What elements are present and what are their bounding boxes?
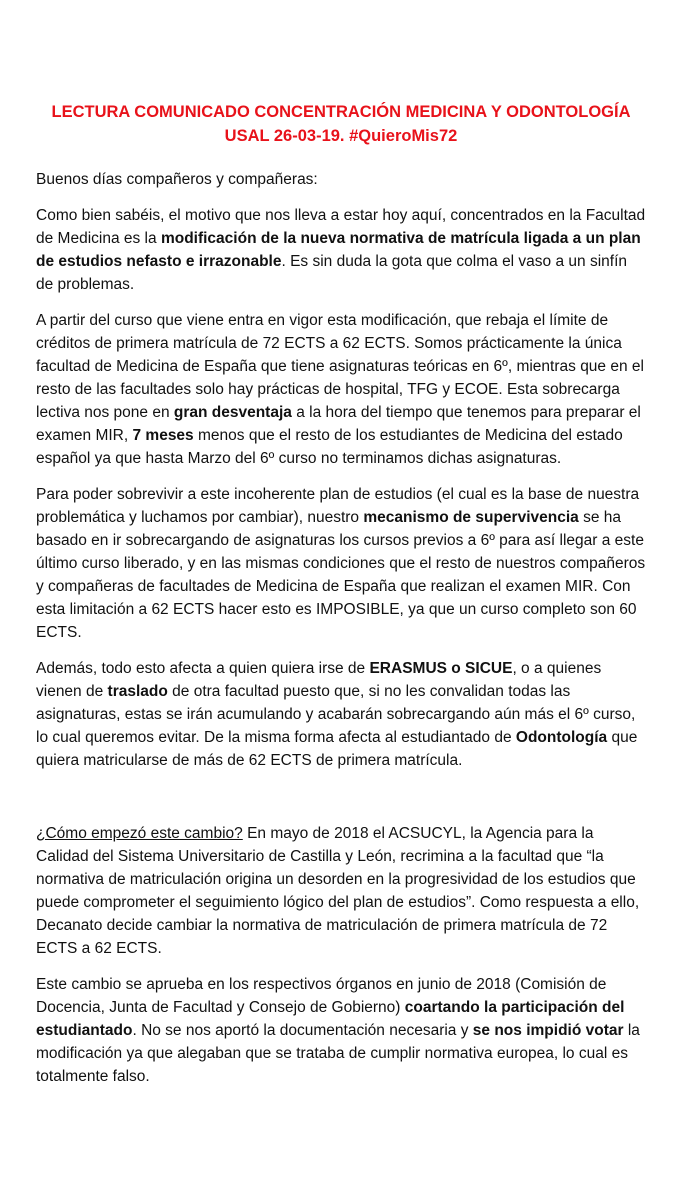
text-run: a la hora del tiempo que tenemos para preparar el examen MIR, xyxy=(36,404,641,444)
bold-run: se nos impidió votar xyxy=(472,1022,624,1039)
bold-run: coartando la participación del estudiantado xyxy=(36,999,625,1039)
text-run: de otra facultad puesto que, si no les convalidan todas las asignaturas, estas se irán acumulando y acabarán sobrecargando aún más el 6º curso, lo cual queremos evitar. De la misma forma afecta al estudiantado de xyxy=(36,683,636,746)
paragraph-motive xyxy=(36,204,646,296)
text-run: . Es sin duda la gota que colma el vaso a un sinfín de problemas. xyxy=(36,253,628,293)
text-run: Este cambio se aprueba en los respectivos órganos en junio de 2018 (Comisión de Docencia, Junta de Facultad y Consejo de Gobierno) xyxy=(36,976,607,1016)
greeting-paragraph: Buenos días compañeros y compañeras: xyxy=(36,171,318,188)
bold-run: 7 meses xyxy=(132,427,194,444)
text-run: A partir del curso que viene entra en vigor esta modificación, que rebaja el límite de créditos de primera matrícula de 72 ECTS a 62 ECTS. Somos prácticamente la única facultad de Medicina de España que tiene asignaturas teóricas en 6º, mientras que en el resto de las facultades solo hay prácticas de hospital, TFG y ECOE. Esta sobrecarga lectiva nos pone en xyxy=(36,312,644,421)
document-page xyxy=(36,100,646,1101)
bold-run: gran desventaja xyxy=(173,404,292,421)
text-run: menos que el resto de los estudiantes de Medicina del estado español ya que hasta Marzo del 6º curso no terminamos dichas asignaturas. xyxy=(36,427,623,467)
bold-run: mecanismo de supervivencia xyxy=(363,509,579,526)
paragraph-survival xyxy=(36,483,646,644)
paragraph-erasmus xyxy=(36,657,646,772)
bold-run: Odontología xyxy=(515,729,608,746)
paragraph-approval xyxy=(36,973,646,1088)
bold-run: ERASMUS o SICUE xyxy=(369,660,513,677)
text-run: que quiera matricularse de más de 62 ECTS de primera matrícula. xyxy=(36,729,638,769)
text-run: Como bien sabéis, el motivo que nos lleva a estar hoy aquí, concentrados en la Facultad de Medicina es la xyxy=(36,207,646,247)
text-run: se ha basado en ir sobrecargando de asignaturas los cursos previos a 6º para así llegar a este último curso liberado, y en las mismas condiciones que el resto de nuestros compañeros y compañeras de facultades de Medicina de España que realizan el examen MIR. Con esta limitación a 62 ECTS hacer esto es IMPOSIBLE, ya que un curso completo son 60 ECTS. xyxy=(36,509,646,641)
title-line-1: LECTURA COMUNICADO CONCENTRACIÓN MEDICINA Y ODONTOLOGÍA xyxy=(51,103,631,121)
paragraph-origin xyxy=(36,822,646,960)
text-run: En mayo de 2018 el ACSUCYL, la Agencia para la Calidad del Sistema Universitario de Castilla y León, recrimina a la facultad que “la normativa de matriculación origina un desorden en la progresividad de los estudios que puede comprometer el seguimiento lógico del plan de estudios”. Como respuesta a ello, Decanato decide cambiar la normativa de matriculación de primera matrícula de 72 ECTS a 62 ECTS. xyxy=(36,825,640,957)
text-run: Para poder sobrevivir a este incoherente plan de estudios (el cual es la base de nuestra problemática y luchamos por cambiar), nuestro xyxy=(36,486,640,526)
text-run: la modificación ya que alegaban que se trataba de cumplir normativa europea, lo cual es totalmente falso. xyxy=(36,1022,640,1085)
text-run: Además, todo esto afecta a quien quiera irse de xyxy=(36,660,370,677)
bold-run: modificación de la nueva normativa de matrícula ligada a un plan de estudios nefasto e irrazonable xyxy=(36,230,641,270)
bold-run: traslado xyxy=(107,683,168,700)
paragraph-ects-limit xyxy=(36,309,646,470)
title-line-2: USAL 26-03-19. #QuieroMis72 xyxy=(224,127,458,145)
text-run: . No se nos aportó la documentación necesaria y xyxy=(132,1022,473,1039)
underlined-question: ¿Cómo empezó este cambio? xyxy=(36,825,243,842)
text-run: , o a quienes vienen de xyxy=(36,660,602,700)
document-title xyxy=(36,100,646,148)
